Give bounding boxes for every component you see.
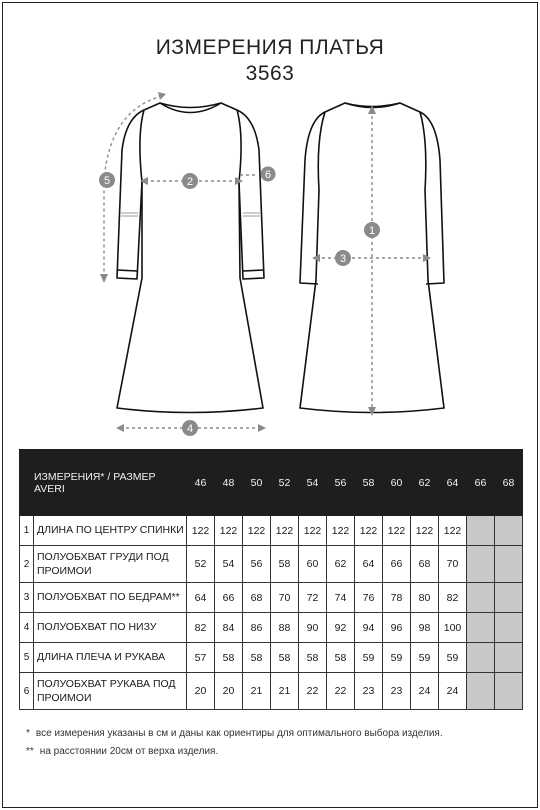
size-value-cell: 122 <box>299 516 327 546</box>
marker-1 <box>364 222 380 238</box>
size-value-cell: 122 <box>439 516 467 546</box>
footnote-1-text: все измерения указаны в см и даны как ориентиры для оптимального выбора изделия. <box>35 728 443 739</box>
size-header: 56 <box>327 450 355 516</box>
table-header-row <box>20 450 523 516</box>
size-value-cell: 78 <box>383 583 411 613</box>
size-value-cell: 62 <box>327 546 355 583</box>
size-value-cell: 22 <box>299 673 327 710</box>
size-value-cell: 70 <box>271 583 299 613</box>
empty-size-cell <box>467 583 495 613</box>
size-value-cell: 21 <box>243 673 271 710</box>
size-value-cell: 58 <box>271 643 299 673</box>
table-row <box>20 583 523 613</box>
size-value-cell: 122 <box>243 516 271 546</box>
size-value-cell: 72 <box>299 583 327 613</box>
size-value-cell: 60 <box>299 546 327 583</box>
size-value-cell: 88 <box>271 613 299 643</box>
row-number: 3 <box>20 583 34 613</box>
size-value-cell: 122 <box>271 516 299 546</box>
size-value-cell: 20 <box>215 673 243 710</box>
size-value-cell: 68 <box>243 583 271 613</box>
size-value-cell: 94 <box>355 613 383 643</box>
size-value-cell: 96 <box>383 613 411 643</box>
marker-5-label: 5 <box>103 175 111 187</box>
marker-2 <box>182 173 198 189</box>
size-value-cell: 64 <box>187 583 215 613</box>
size-value-cell: 90 <box>299 613 327 643</box>
size-value-cell: 59 <box>383 643 411 673</box>
table-row <box>20 643 523 673</box>
marker-3-label: 3 <box>339 253 347 265</box>
size-header: 62 <box>411 450 439 516</box>
size-value-cell: 23 <box>355 673 383 710</box>
row-number: 4 <box>20 613 34 643</box>
table-row <box>20 613 523 643</box>
measurement-label: ДЛИНА ПЛЕЧА И РУКАВА <box>34 643 187 673</box>
size-value-cell: 70 <box>439 546 467 583</box>
size-value-cell: 58 <box>271 546 299 583</box>
size-header: 66 <box>467 450 495 516</box>
empty-size-cell <box>495 673 523 710</box>
empty-size-cell <box>467 613 495 643</box>
dress-front-drawing <box>117 103 264 413</box>
marker-1-label: 1 <box>368 225 376 237</box>
row-number: 1 <box>20 516 34 546</box>
size-header: 64 <box>439 450 467 516</box>
footnote-2-mark: ** <box>26 746 34 757</box>
marker-6 <box>261 167 276 182</box>
empty-size-cell <box>495 546 523 583</box>
size-value-cell: 80 <box>411 583 439 613</box>
size-value-cell: 58 <box>243 643 271 673</box>
empty-size-cell <box>467 546 495 583</box>
marker-6-label: 6 <box>264 169 272 181</box>
size-value-cell: 24 <box>439 673 467 710</box>
size-value-cell: 20 <box>187 673 215 710</box>
marker-4-label: 4 <box>186 423 194 435</box>
size-header: 52 <box>271 450 299 516</box>
row-number: 2 <box>20 546 34 583</box>
size-value-cell: 24 <box>411 673 439 710</box>
size-value-cell: 82 <box>439 583 467 613</box>
table-row <box>20 546 523 583</box>
row-number: 5 <box>20 643 34 673</box>
size-value-cell: 66 <box>215 583 243 613</box>
size-value-cell: 68 <box>411 546 439 583</box>
size-value-cell: 56 <box>243 546 271 583</box>
size-header: 54 <box>299 450 327 516</box>
size-value-cell: 66 <box>383 546 411 583</box>
size-value-cell: 58 <box>299 643 327 673</box>
size-value-cell: 122 <box>187 516 215 546</box>
empty-size-cell <box>495 643 523 673</box>
header-label: ИЗМЕРЕНИЯ* / РАЗМЕР AVERI <box>20 450 187 516</box>
size-value-cell: 52 <box>187 546 215 583</box>
size-value-cell: 59 <box>411 643 439 673</box>
size-value-cell: 23 <box>383 673 411 710</box>
empty-size-cell <box>467 643 495 673</box>
page-title: ИЗМЕРЕНИЯ ПЛАТЬЯ <box>155 36 385 59</box>
table-row <box>20 673 523 710</box>
size-value-cell: 76 <box>355 583 383 613</box>
size-value-cell: 98 <box>411 613 439 643</box>
size-value-cell: 84 <box>215 613 243 643</box>
size-value-cell: 22 <box>327 673 355 710</box>
size-value-cell: 58 <box>327 643 355 673</box>
size-value-cell: 100 <box>439 613 467 643</box>
measurement-label: ДЛИНА ПО ЦЕНТРУ СПИНКИ <box>34 516 187 546</box>
size-header: 46 <box>187 450 215 516</box>
size-value-cell: 59 <box>439 643 467 673</box>
size-value-cell: 64 <box>355 546 383 583</box>
measurement-label: ПОЛУОБХВАТ РУКАВА ПОД ПРОИМОИ <box>34 673 187 710</box>
size-value-cell: 21 <box>271 673 299 710</box>
measurement-label: ПОЛУОБХВАТ ПО НИЗУ <box>34 613 187 643</box>
table-row <box>20 516 523 546</box>
size-header: 50 <box>243 450 271 516</box>
measurement-label: ПОЛУОБХВАТ ПО БЕДРАМ** <box>34 583 187 613</box>
size-header: 60 <box>383 450 411 516</box>
empty-size-cell <box>495 516 523 546</box>
article-number: 3563 <box>245 62 295 85</box>
size-value-cell: 54 <box>215 546 243 583</box>
size-value-cell: 92 <box>327 613 355 643</box>
size-value-cell: 57 <box>187 643 215 673</box>
footnote-2 <box>26 746 218 757</box>
marker-3 <box>335 250 351 266</box>
size-value-cell: 122 <box>327 516 355 546</box>
size-value-cell: 122 <box>411 516 439 546</box>
footnote-1 <box>26 728 443 739</box>
size-header: 68 <box>495 450 523 516</box>
measurement-label: ПОЛУОБХВАТ ГРУДИ ПОД ПРОИМОИ <box>34 546 187 583</box>
size-value-cell: 58 <box>215 643 243 673</box>
dress-measurement-illustration <box>0 88 540 448</box>
size-value-cell: 59 <box>355 643 383 673</box>
footnote-1-mark: * <box>26 728 30 739</box>
size-header: 58 <box>355 450 383 516</box>
empty-size-cell <box>495 613 523 643</box>
row-number: 6 <box>20 673 34 710</box>
measurement-lines <box>104 96 427 428</box>
size-table <box>19 449 523 710</box>
size-value-cell: 122 <box>355 516 383 546</box>
size-value-cell: 122 <box>383 516 411 546</box>
size-value-cell: 86 <box>243 613 271 643</box>
measurement-arrowheads <box>100 92 431 432</box>
size-header: 48 <box>215 450 243 516</box>
size-value-cell: 74 <box>327 583 355 613</box>
empty-size-cell <box>467 673 495 710</box>
marker-5 <box>99 172 115 188</box>
footnote-2-text: на расстоянии 20см от верха изделия. <box>39 746 219 757</box>
size-value-cell: 122 <box>215 516 243 546</box>
empty-size-cell <box>467 516 495 546</box>
marker-4 <box>182 420 198 436</box>
table-body <box>20 516 523 710</box>
marker-2-label: 2 <box>186 176 194 188</box>
size-value-cell: 82 <box>187 613 215 643</box>
empty-size-cell <box>495 583 523 613</box>
